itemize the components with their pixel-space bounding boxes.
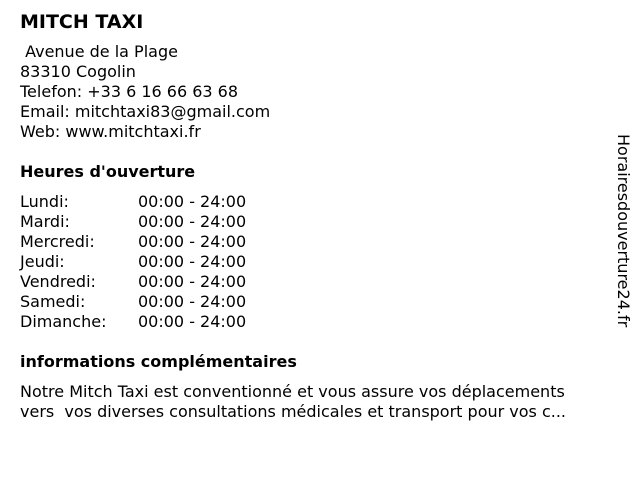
day-label: Lundi: [20, 192, 69, 211]
phone-line: Telefon: +33 6 16 66 63 68 [20, 82, 239, 101]
address-line-1: Avenue de la Plage [20, 42, 178, 61]
hours-row-monday [20, 192, 610, 212]
hours-row-tuesday [20, 212, 610, 232]
time-range: 00:00 - 24:00 [138, 292, 247, 311]
time-range: 00:00 - 24:00 [138, 232, 247, 251]
day-label: Mardi: [20, 212, 70, 231]
business-card [20, 10, 610, 422]
day-label: Jeudi: [20, 252, 65, 271]
hours-table [20, 192, 610, 332]
day-label: Samedi: [20, 292, 86, 311]
hours-row-friday [20, 272, 610, 292]
time-range: 00:00 - 24:00 [138, 212, 247, 231]
hours-row-saturday [20, 292, 610, 312]
hours-row-sunday [20, 312, 610, 332]
business-name: MITCH TAXI [20, 11, 144, 33]
info-line-2: vers vos diverses consultations médicales et transport pour vos c... [20, 402, 567, 421]
time-range: 00:00 - 24:00 [138, 252, 247, 271]
info-heading: informations complémentaires [20, 352, 297, 371]
watermark-text: Horairesdouverture24.fr [614, 134, 633, 328]
day-label: Mercredi: [20, 232, 95, 251]
info-description [20, 382, 610, 422]
time-range: 00:00 - 24:00 [138, 272, 247, 291]
day-label: Vendredi: [20, 272, 96, 291]
address-line-2: 83310 Cogolin [20, 62, 136, 81]
hours-heading: Heures d'ouverture [20, 162, 196, 181]
info-line-1: Notre Mitch Taxi est conventionné et vous assure vos déplacements [20, 382, 565, 401]
time-range: 00:00 - 24:00 [138, 192, 247, 211]
hours-row-wednesday [20, 232, 610, 252]
day-label: Dimanche: [20, 312, 107, 331]
email-line: Email: mitchtaxi83@gmail.com [20, 102, 271, 121]
hours-row-thursday [20, 252, 610, 272]
web-line: Web: www.mitchtaxi.fr [20, 122, 201, 141]
time-range: 00:00 - 24:00 [138, 312, 247, 331]
